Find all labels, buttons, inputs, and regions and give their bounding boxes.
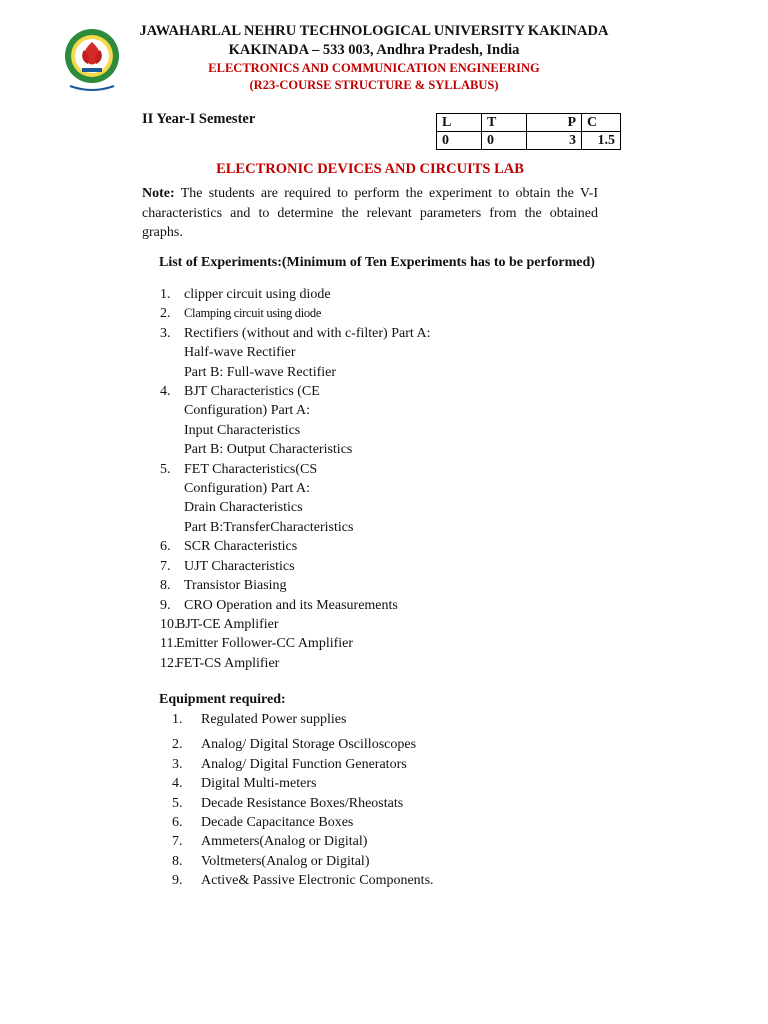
experiment-number: 12. xyxy=(160,655,178,671)
experiment-text xyxy=(176,557,295,576)
ltpc-header-cell: L xyxy=(437,114,482,132)
equipment-number: 5. xyxy=(172,795,183,811)
experiment-text xyxy=(176,285,331,304)
experiment-line: Part B: Full-wave Rectifier xyxy=(184,364,337,380)
experiment-line: Half-wave Rectifier xyxy=(184,345,296,361)
experiment-line: BJT-CE Amplifier xyxy=(176,616,279,632)
ltpc-table xyxy=(436,113,621,150)
equipment-item xyxy=(172,852,434,871)
experiment-line: FET-CS Amplifier xyxy=(176,655,280,671)
experiment-number: 10. xyxy=(160,616,178,632)
equipment-item xyxy=(172,813,434,832)
experiment-item xyxy=(160,557,431,576)
experiment-item xyxy=(160,324,431,382)
experiment-line: Input Characteristics xyxy=(184,422,301,438)
equipment-item xyxy=(172,832,434,851)
experiments-list xyxy=(160,285,431,673)
equipment-text: Active& Passive Electronic Components. xyxy=(201,873,434,889)
equipment-number: 3. xyxy=(172,756,183,772)
experiment-item xyxy=(160,634,431,653)
experiment-number: 9. xyxy=(160,597,171,613)
experiment-item xyxy=(160,537,431,556)
experiment-item xyxy=(160,382,431,460)
experiment-number: 6. xyxy=(160,539,171,555)
experiment-text xyxy=(176,382,352,460)
equipment-number: 4. xyxy=(172,776,183,792)
experiment-text xyxy=(176,537,297,556)
document-header xyxy=(130,22,618,94)
experiment-text xyxy=(176,460,353,538)
experiments-heading: List of Experiments:(Minimum of Ten Experiments has to be performed) xyxy=(159,255,595,270)
equipment-item xyxy=(172,755,434,774)
equipment-text: Decade Capacitance Boxes xyxy=(201,815,354,831)
experiment-line: CRO Operation and its Measurements xyxy=(184,597,398,613)
experiment-line: Transistor Biasing xyxy=(184,578,287,594)
experiment-line: Emitter Follower-CC Amplifier xyxy=(176,636,354,652)
note-label: Note: xyxy=(142,186,175,201)
experiment-line: SCR Characteristics xyxy=(184,539,298,555)
note-text: The students are required to perform the experiment to obtain the V-I characteristics and to determine the relevant parameters from the obtained graphs. xyxy=(142,186,599,240)
equipment-text: Ammeters(Analog or Digital) xyxy=(201,834,368,850)
course-title: ELECTRONIC DEVICES AND CIRCUITS LAB xyxy=(216,161,524,177)
equipment-number: 2. xyxy=(172,737,183,753)
ltpc-header-cell: P xyxy=(527,114,582,132)
experiment-line: BJT Characteristics (CE xyxy=(184,384,320,400)
equipment-item xyxy=(172,735,434,754)
experiment-number: 2. xyxy=(160,306,171,322)
experiment-number: 1. xyxy=(160,287,171,302)
experiment-item xyxy=(160,576,431,595)
experiment-item xyxy=(160,615,431,634)
experiment-item xyxy=(160,285,431,304)
experiment-line: Configuration) Part A: xyxy=(184,403,310,419)
university-address: KAKINADA – 533 003, Andhra Pradesh, India xyxy=(228,42,520,58)
ltpc-header-cell: C xyxy=(582,114,621,132)
experiment-line: UJT Characteristics xyxy=(184,558,295,574)
note-paragraph xyxy=(142,184,598,243)
experiment-text xyxy=(176,654,279,673)
experiment-line: Part B: Output Characteristics xyxy=(184,442,353,458)
experiment-item xyxy=(160,304,431,323)
equipment-item xyxy=(172,794,434,813)
university-name: JAWAHARLAL NEHRU TECHNOLOGICAL UNIVERSITY KAKINADA xyxy=(139,23,609,39)
experiment-number: 5. xyxy=(160,461,171,477)
experiment-line: Configuration) Part A: xyxy=(184,481,310,497)
equipment-text: Analog/ Digital Function Generators xyxy=(201,756,407,772)
experiment-item xyxy=(160,654,431,673)
experiment-text xyxy=(176,304,321,323)
experiment-number: 8. xyxy=(160,578,171,594)
equipment-heading: Equipment required: xyxy=(159,692,286,707)
university-logo-icon xyxy=(62,28,122,94)
experiment-text xyxy=(176,615,279,634)
equipment-item xyxy=(172,774,434,793)
equipment-text: Decade Resistance Boxes/Rheostats xyxy=(201,795,404,811)
experiment-line: clipper circuit using diode xyxy=(184,287,331,302)
experiment-text xyxy=(176,576,287,595)
equipment-item xyxy=(172,710,434,729)
equipment-number: 9. xyxy=(172,873,183,889)
equipment-number: 1. xyxy=(172,712,183,727)
regulation-label: (R23-COURSE STRUCTURE & SYLLABUS) xyxy=(249,78,499,92)
ltpc-value-row xyxy=(437,132,621,150)
experiment-text xyxy=(176,324,431,382)
equipment-number: 6. xyxy=(172,815,183,831)
ltpc-value-cell: 3 xyxy=(527,132,582,150)
equipment-text: Voltmeters(Analog or Digital) xyxy=(201,853,370,869)
experiment-number: 4. xyxy=(160,384,171,400)
experiment-line: Clamping circuit using diode xyxy=(184,306,322,321)
ltpc-header-cell: T xyxy=(482,114,527,132)
ltpc-value-cell: 0 xyxy=(482,132,527,150)
experiment-line: Drain Characteristics xyxy=(184,500,303,516)
experiment-number: 7. xyxy=(160,558,171,574)
equipment-number: 7. xyxy=(172,834,183,850)
department-name: ELECTRONICS AND COMMUNICATION ENGINEERING xyxy=(208,61,540,75)
semester-label: II Year-I Semester xyxy=(142,111,256,127)
ltpc-value-cell: 1.5 xyxy=(582,132,621,150)
experiment-number: 11. xyxy=(160,636,177,652)
experiment-line: Part B:TransferCharacteristics xyxy=(184,519,354,535)
experiment-number: 3. xyxy=(160,325,171,341)
equipment-item xyxy=(172,871,434,890)
ltpc-header-row xyxy=(437,114,621,132)
equipment-text: Digital Multi-meters xyxy=(201,776,317,792)
experiment-text xyxy=(176,596,398,615)
equipment-number: 8. xyxy=(172,853,183,869)
experiment-line: Rectifiers (without and with c-filter) Part A: xyxy=(184,325,431,341)
equipment-list xyxy=(172,710,434,891)
experiment-line: FET Characteristics(CS xyxy=(184,461,318,477)
experiment-item xyxy=(160,460,431,538)
equipment-text: Analog/ Digital Storage Oscilloscopes xyxy=(201,737,417,753)
experiment-item xyxy=(160,596,431,615)
experiment-text xyxy=(176,634,353,653)
equipment-text: Regulated Power supplies xyxy=(201,712,347,727)
ltpc-value-cell: 0 xyxy=(437,132,482,150)
